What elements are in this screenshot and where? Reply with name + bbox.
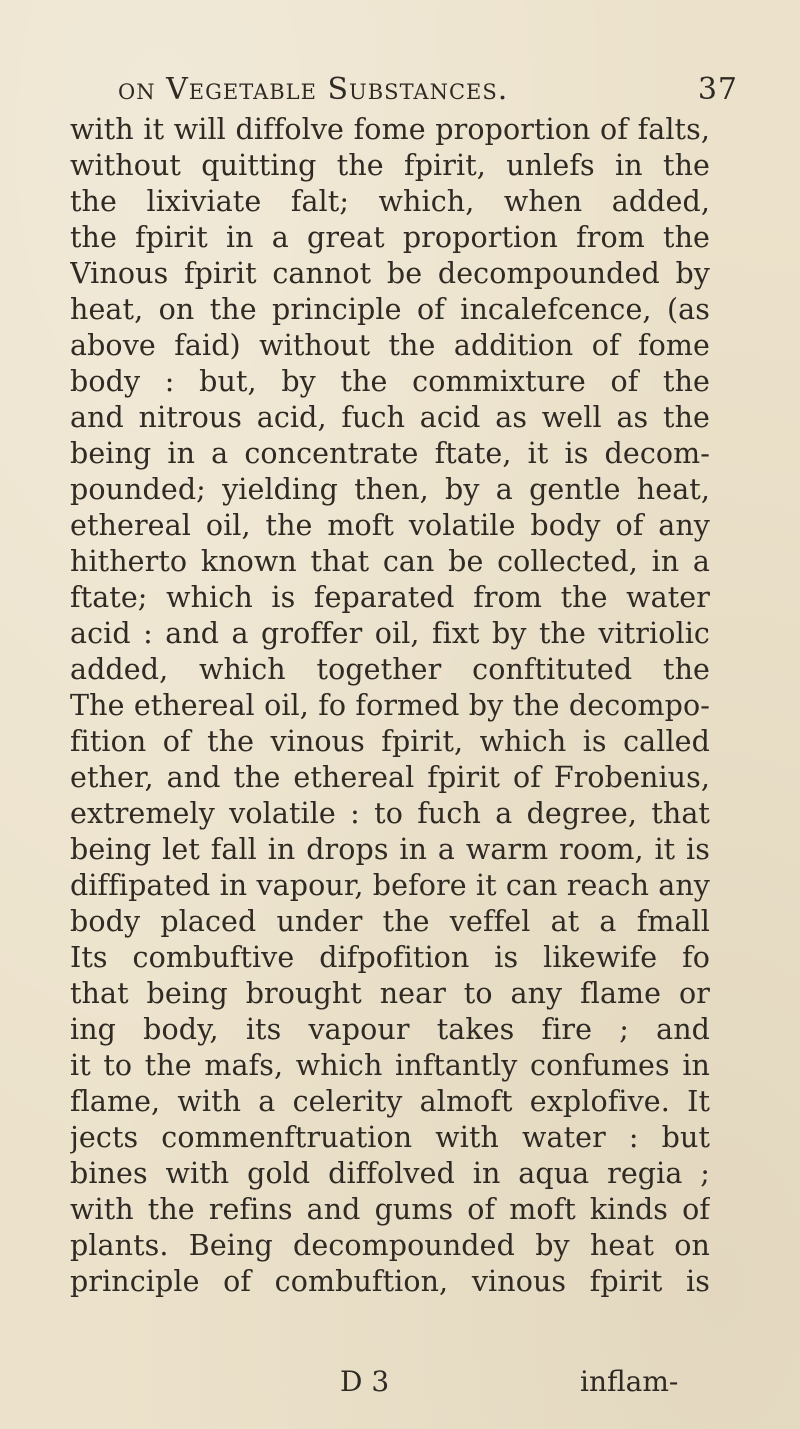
text-line: heat, on the principle of incalefcence, (as — [70, 293, 710, 326]
text-line: bines with gold diffolved in aqua regia ; — [70, 1157, 710, 1190]
text-line: without quitting the fpirit, unlefs in the — [70, 149, 710, 182]
text-line: extremely volatile : to fuch a degree, that — [70, 797, 710, 830]
text-line: above faid) without the addition of fome — [70, 329, 710, 362]
text-line: ether, and the ethereal fpirit of Frobenius, — [70, 761, 710, 794]
text-line: principle of combuftion, vinous fpirit is — [70, 1265, 710, 1298]
text-line: it to the mafs, which inftantly confumes in — [70, 1049, 710, 1082]
catchword: inflam- — [580, 1365, 679, 1398]
text-line: ing body, its vapour takes fire ; and — [70, 1013, 710, 1046]
page-number: 37 — [697, 72, 738, 107]
text-line: Vinous fpirit cannot be decompounded by — [70, 257, 710, 290]
text-line: that being brought near to any flame or — [70, 977, 710, 1010]
text-line: with it will diffolve fome proportion of falts, — [70, 113, 710, 146]
text-line: the fpirit in a great proportion from the — [70, 221, 710, 254]
text-line: hitherto known that can be collected, in a — [70, 545, 710, 578]
text-line: being in a concentrate ftate, it is decom- — [70, 437, 710, 470]
text-line: fition of the vinous fpirit, which is called — [70, 725, 710, 758]
text-line: body placed under the veffel at a fmall — [70, 905, 710, 938]
body-text — [70, 112, 710, 1300]
text-line: flame, with a celerity almoft explofive. It — [70, 1085, 710, 1118]
text-line: body : but, by the commixture of the — [70, 365, 710, 398]
text-line: the lixiviate falt; which, when added, — [70, 185, 710, 218]
text-line: plants. Being decompounded by heat on — [70, 1229, 710, 1262]
page-header — [118, 62, 738, 110]
signature-mark: D 3 — [340, 1365, 390, 1398]
text-line: acid : and a groffer oil, fixt by the vitriolic — [70, 617, 710, 650]
text-line: jects commenftruation with water : but — [70, 1121, 710, 1154]
text-line: pounded; yielding then, by a gentle heat, — [70, 473, 710, 506]
text-line: diffipated in vapour, before it can reach any — [70, 869, 710, 902]
text-line: ftate; which is feparated from the water — [70, 581, 710, 614]
text-line: added, which together conftituted the — [70, 653, 710, 686]
text-line: ethereal oil, the moft volatile body of any — [70, 509, 710, 542]
text-line: being let fall in drops in a warm room, it is — [70, 833, 710, 866]
text-line: Its combuftive difpofition is likewife fo — [70, 941, 710, 974]
page-footer — [70, 1365, 710, 1405]
text-line: with the refins and gums of moft kinds of — [70, 1193, 710, 1226]
text-line: and nitrous acid, fuch acid as well as the — [70, 401, 710, 434]
text-line: The ethereal oil, fo formed by the decompo- — [70, 689, 710, 722]
running-title: on Vegetable Substances. — [118, 72, 509, 107]
